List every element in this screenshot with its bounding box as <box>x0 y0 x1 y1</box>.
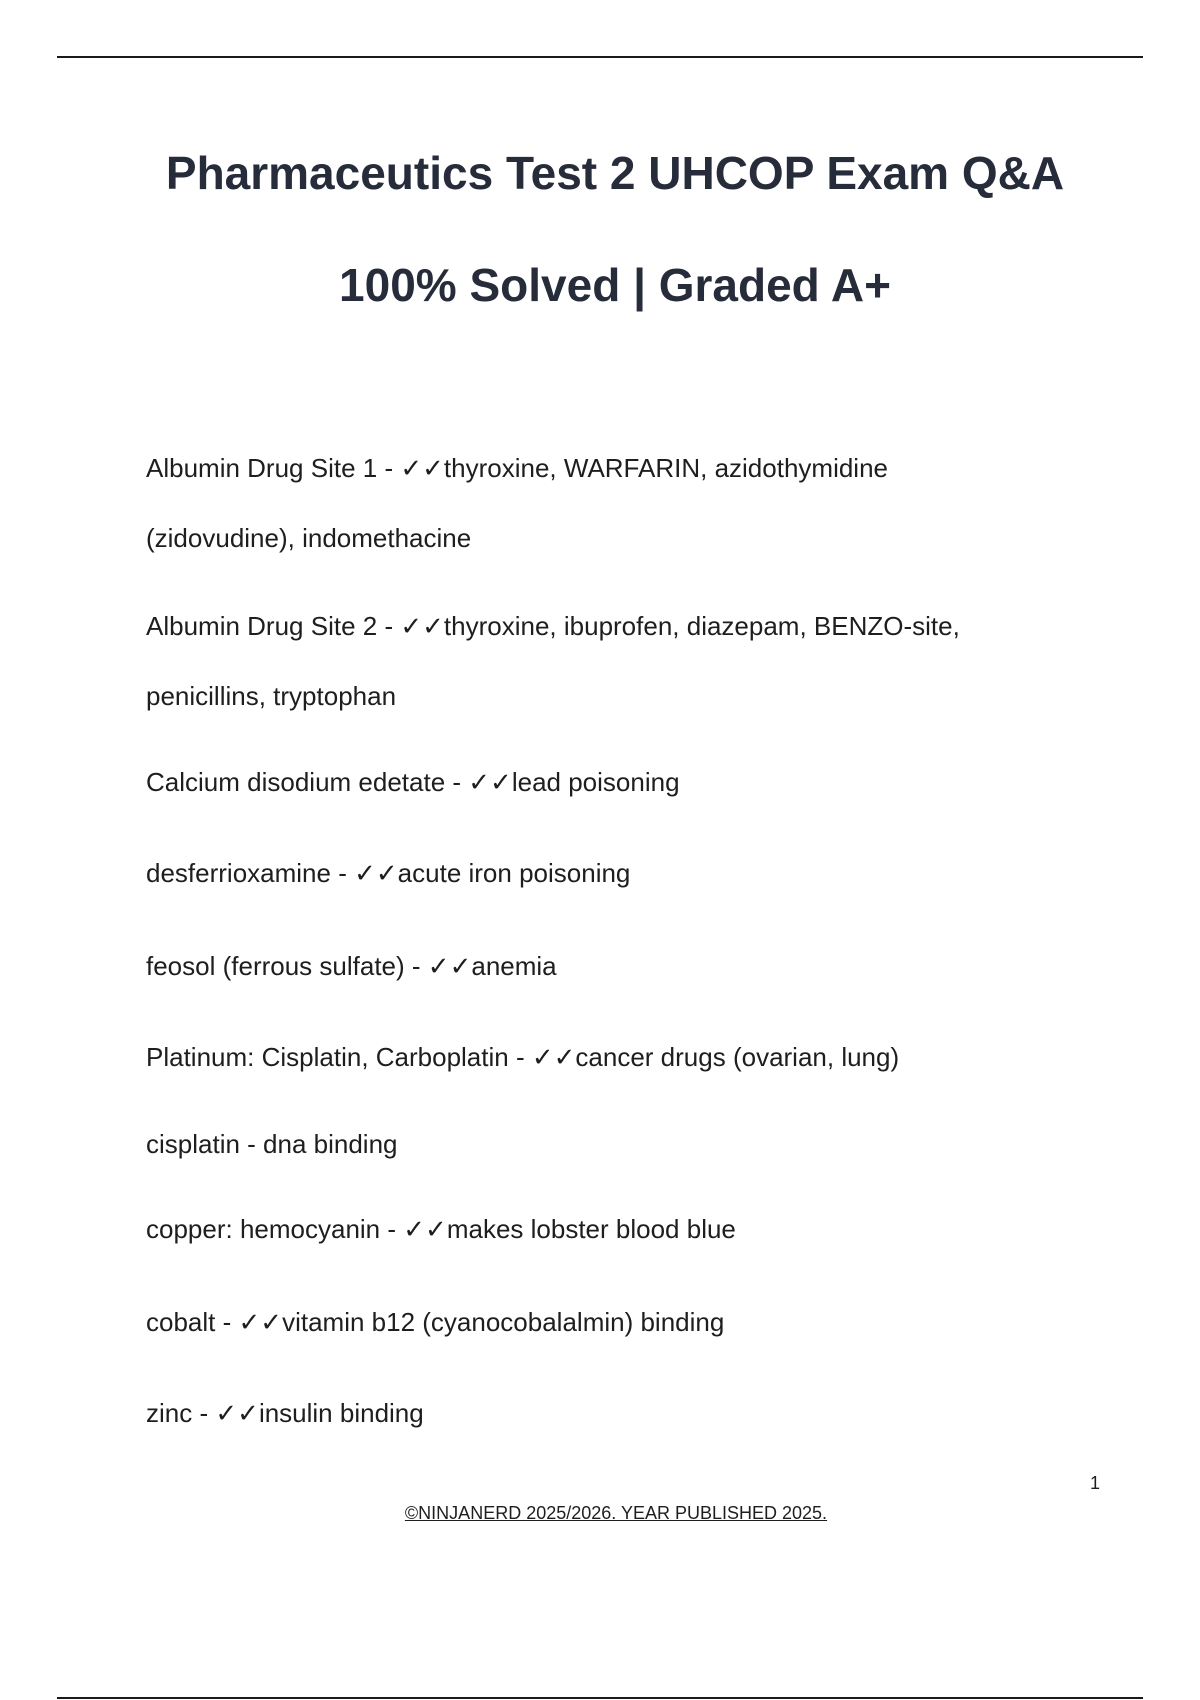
entry-answer: acute iron poisoning <box>397 858 631 888</box>
qa-entry-desferrioxamine <box>146 857 1076 889</box>
entry-answer: lead poisoning <box>511 767 680 797</box>
qa-entry-zinc <box>146 1397 1076 1429</box>
entry-answer: thyroxine, WARFARIN, azidothymidine <box>443 453 889 483</box>
entry-term: cobalt <box>146 1307 216 1337</box>
check-mark-icon: ✓✓ <box>215 1398 259 1428</box>
entry-separator: - <box>192 1398 216 1428</box>
entry-term: copper: hemocyanin <box>146 1214 381 1244</box>
bottom-rule <box>57 1697 1143 1699</box>
qa-entry-albumin-site-1 <box>146 452 1076 554</box>
check-mark-icon: ✓✓ <box>238 1307 283 1337</box>
entry-term: Albumin Drug Site 1 <box>146 453 378 483</box>
entry-term: Platinum: Cisplatin, Carboplatin <box>146 1042 509 1072</box>
entry-answer-continuation: (zidovudine), indomethacine <box>146 523 472 553</box>
entry-term: Calcium disodium edetate <box>146 767 446 797</box>
entry-separator: - <box>330 858 355 888</box>
check-mark-icon: ✓✓ <box>403 1214 447 1244</box>
entry-separator: - <box>215 1307 239 1337</box>
top-rule <box>57 56 1143 58</box>
entry-answer: cancer drugs (ovarian, lung) <box>575 1042 900 1072</box>
entry-answer: dna binding <box>263 1129 398 1159</box>
entry-separator: - <box>239 1129 264 1159</box>
check-mark-icon: ✓✓ <box>468 767 512 797</box>
check-mark-icon: ✓✓ <box>354 858 398 888</box>
qa-entry-platinum <box>146 1041 1076 1073</box>
entry-separator: - <box>380 1214 404 1244</box>
document-title-line-2: 100% Solved | Graded A+ <box>339 259 891 311</box>
qa-entry-feosol <box>146 950 1076 982</box>
entry-term: zinc <box>146 1398 193 1428</box>
qa-entry-albumin-site-2 <box>146 610 1076 712</box>
document-title-line-1: Pharmaceutics Test 2 UHCOP Exam Q&A <box>165 147 1065 199</box>
check-mark-icon: ✓✓ <box>400 611 444 641</box>
entry-separator: - <box>377 453 401 483</box>
check-mark-icon: ✓✓ <box>400 453 444 483</box>
qa-entry-cobalt <box>146 1306 1076 1338</box>
entry-answer: thyroxine, ibuprofen, diazepam, BENZO-site, <box>443 611 960 641</box>
qa-entry-calcium-edetate <box>146 766 1076 798</box>
entry-answer-continuation: penicillins, tryptophan <box>146 681 397 711</box>
entry-separator: - <box>508 1042 532 1072</box>
page-number: 1 <box>1089 1473 1100 1493</box>
entry-answer: makes lobster blood blue <box>446 1214 736 1244</box>
entry-answer: insulin binding <box>258 1398 424 1428</box>
check-mark-icon: ✓✓ <box>531 1042 576 1072</box>
entry-answer: anemia <box>471 951 557 981</box>
qa-entry-copper <box>146 1213 1076 1245</box>
entry-term: Albumin Drug Site 2 <box>146 611 378 641</box>
copyright-footer: ©NINJANERD 2025/2026. YEAR PUBLISHED 2025. <box>404 1503 828 1523</box>
entry-term: desferrioxamine <box>146 858 331 888</box>
entry-separator: - <box>404 951 428 981</box>
entry-separator: - <box>445 767 469 797</box>
qa-entry-cisplatin <box>146 1128 1076 1160</box>
entry-answer: vitamin b12 (cyanocobalalmin) binding <box>282 1307 725 1337</box>
entry-term: cisplatin <box>146 1129 240 1159</box>
check-mark-icon: ✓✓ <box>427 951 472 981</box>
entry-separator: - <box>377 611 401 641</box>
entry-term: feosol (ferrous sulfate) <box>146 951 405 981</box>
